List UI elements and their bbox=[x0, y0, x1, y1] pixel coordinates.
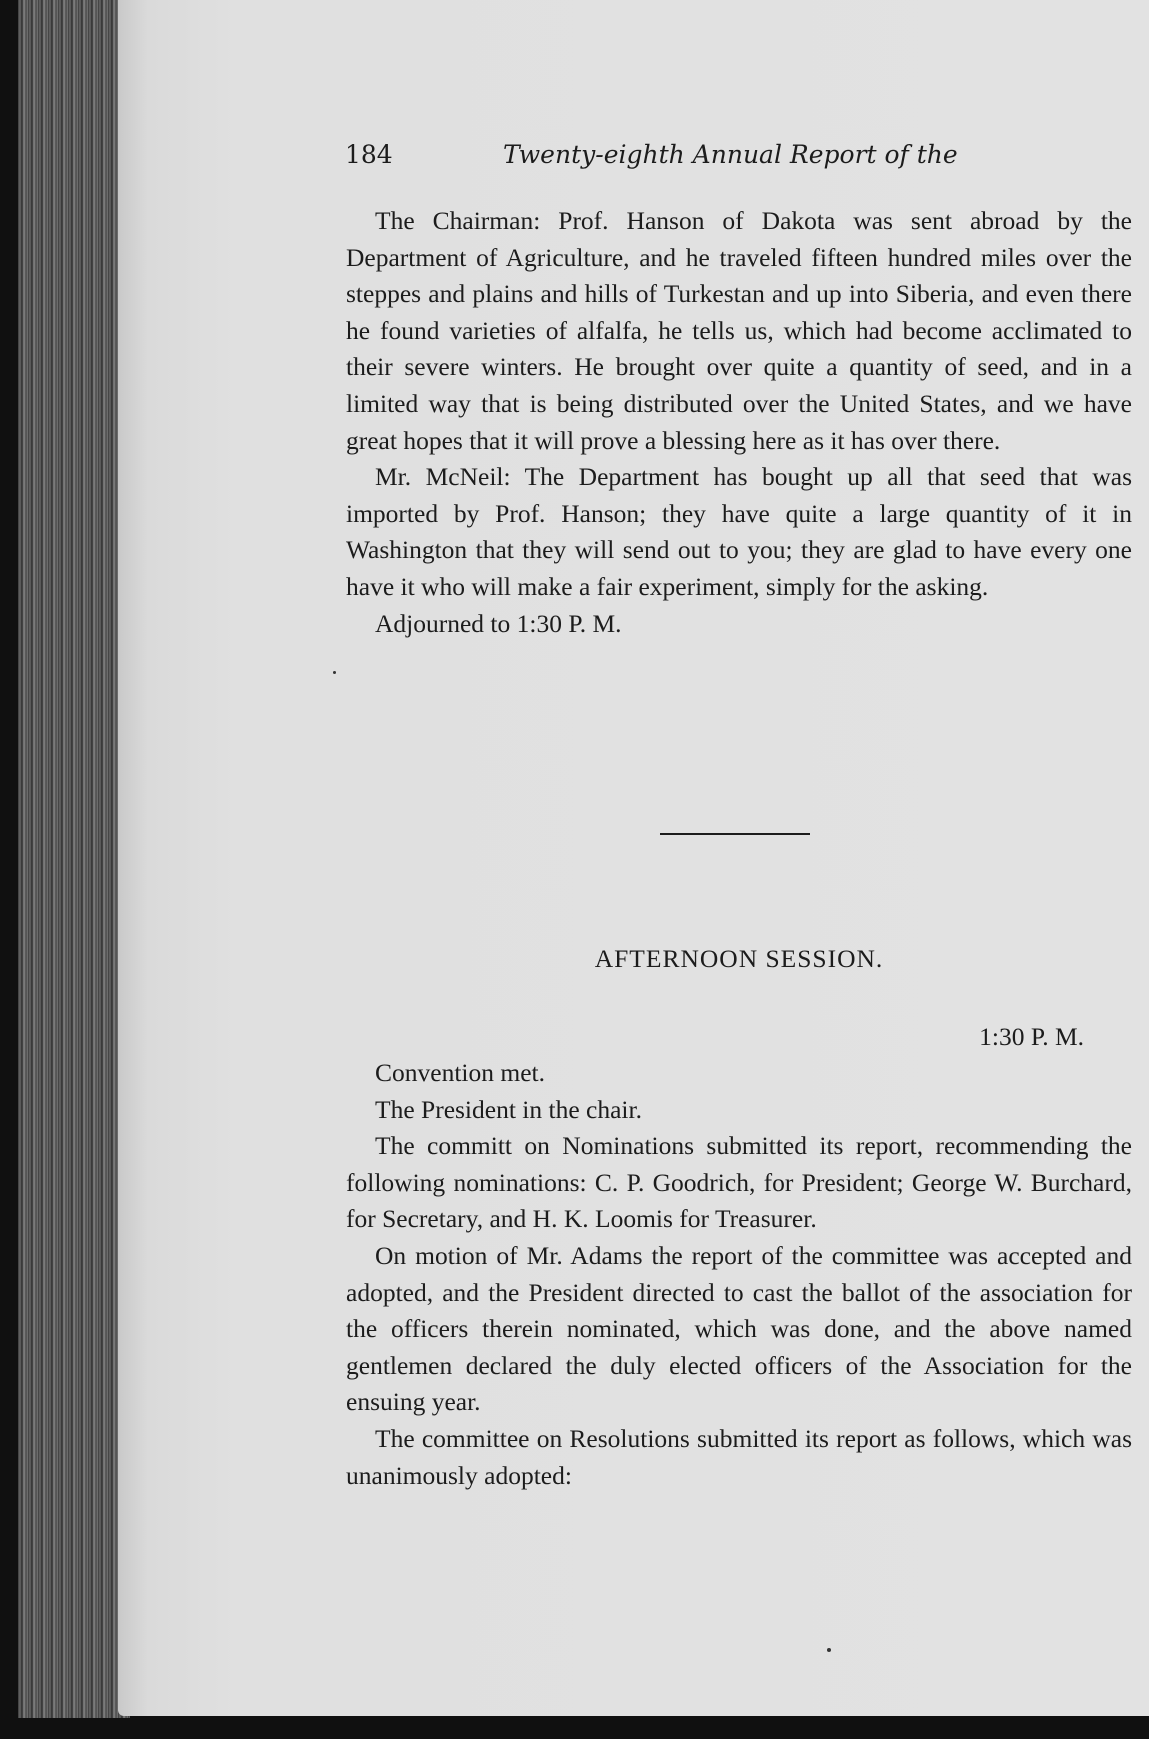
adjourned-paragraph: Adjourned to 1:30 P. M. bbox=[375, 608, 622, 638]
scan-speck bbox=[333, 671, 336, 674]
section-divider-rule bbox=[660, 833, 810, 835]
page-number: 184 bbox=[345, 140, 393, 169]
convention-met-paragraph: Convention met. bbox=[375, 1058, 545, 1087]
running-title: Twenty-eighth Annual Report of the bbox=[503, 140, 958, 169]
afternoon-session-time: 1:30 P. M. bbox=[979, 1022, 1084, 1051]
nominations-paragraph: The committ on Nominations submitted its report, recommending the following nominations: C. P. Goodrich, for President; George W. Burchard, for Secretary, and H. K. Loomis for Treasurer. bbox=[346, 1131, 1132, 1234]
president-chair-paragraph: The President in the chair. bbox=[375, 1094, 642, 1124]
chairman-paragraph: The Chairman: Prof. Hanson of Dakota was sent abroad by the Department of Agriculture, and he traveled fifteen hundred miles over the steppes and plains and hills of Turkestan and up into Siberia, and even there he found varieties of alfalfa, he tells us, which had become acclimated to their severe winters. He brought over quite a quantity of seed, and in a limited way that is being distributed over the United States, and we have great hopes that it will prove a blessing here as it has over there. bbox=[346, 206, 1132, 455]
book-page-edges bbox=[18, 0, 130, 1718]
morning-session-text bbox=[346, 203, 1132, 642]
resolutions-paragraph: The committee on Resolutions submitted its report as follows, which was unanimously adopted: bbox=[346, 1423, 1132, 1490]
afternoon-session-title: AFTERNOON SESSION. bbox=[594, 944, 884, 973]
page-header bbox=[345, 140, 1045, 180]
afternoon-session-text bbox=[346, 1055, 1132, 1494]
mcneil-paragraph: Mr. McNeil: The Department has bought up all that seed that was imported by Prof. Hanson; they have quite a large quantity of it in Washington that they will send out to you; they are glad to have every one have it who will make a fair experiment, simply for the asking. bbox=[346, 462, 1132, 601]
adams-motion-paragraph: On motion of Mr. Adams the report of the committee was accepted and adopted, and the President directed to cast the ballot of the association for the officers therein nominated, which was done, and the above named gentlemen declared the duly elected officers of the Association for the ensuing year. bbox=[346, 1240, 1132, 1417]
scan-speck bbox=[827, 1648, 831, 1652]
